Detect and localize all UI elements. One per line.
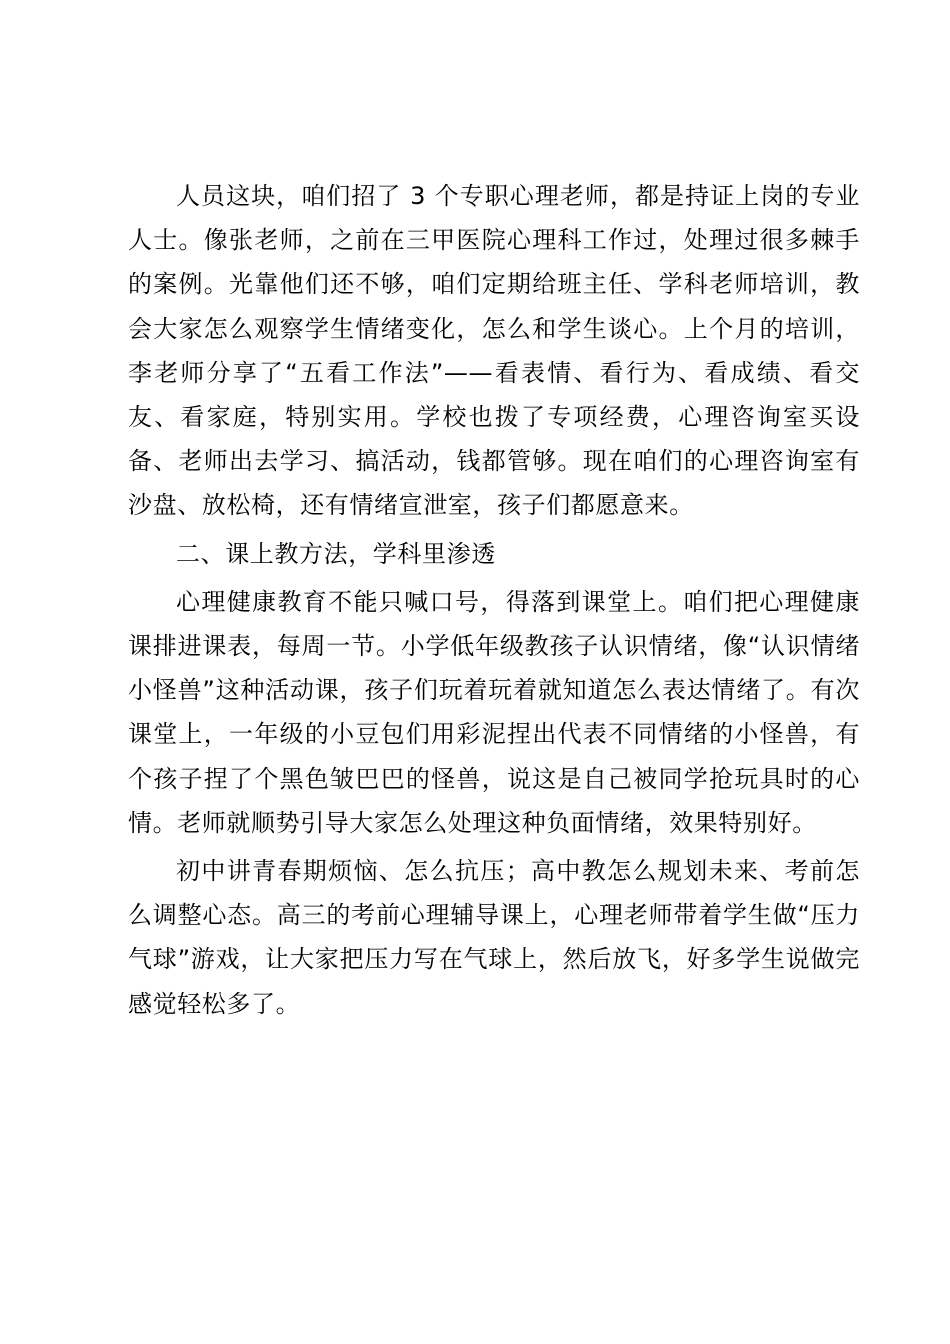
paragraph-staffing: 人员这块，咱们招了 3 个专职心理老师，都是持证上岗的专业人士。像张老师，之前在三甲医院心理科工作过，处理过很多棘手的案例。光靠他们还不够，咱们定期给班主任、学科老师培训，教会大家怎么观察学生情绪变化，怎么和学生谈心。上个月的培训，李老师分享了“五看工作法”——看表情、看行为、看成绩、看交友、看家庭，特别实用。学校也拨了专项经费，心理咨询室买设备、老师出去学习、搞活动，钱都管够。现在咱们的心理咨询室有沙盘、放松椅，还有情绪宣泄室，孩子们都愿意来。 <box>128 182 860 520</box>
paragraph-classroom: 心理健康教育不能只喊口号，得落到课堂上。咱们把心理健康课排进课表，每周一节。小学低年级教孩子认识情绪，像“认识情绪小怪兽”这种活动课，孩子们玩着玩着就知道怎么表达情绪了。有次课堂上，一年级的小豆包们用彩泥捏出代表不同情绪的小怪兽，有个孩子捏了个黑色皱巴巴的怪兽，说这是自己被同学抢玩具时的心情。老师就顺势引导大家怎么处理这种负面情绪，效果特别好。 <box>128 587 860 837</box>
section-heading-2: 二、课上教方法，学科里渗透 <box>176 539 496 568</box>
paragraph-secondary-school: 初中讲青春期烦恼、怎么抗压；高中教怎么规划未来、考前怎么调整心态。高三的考前心理辅导课上，心理老师带着学生做“压力气球”游戏，让大家把压力写在气球上，然后放飞，好多学生说做完感觉轻松多了。 <box>128 857 860 1018</box>
document-body <box>128 174 860 1030</box>
